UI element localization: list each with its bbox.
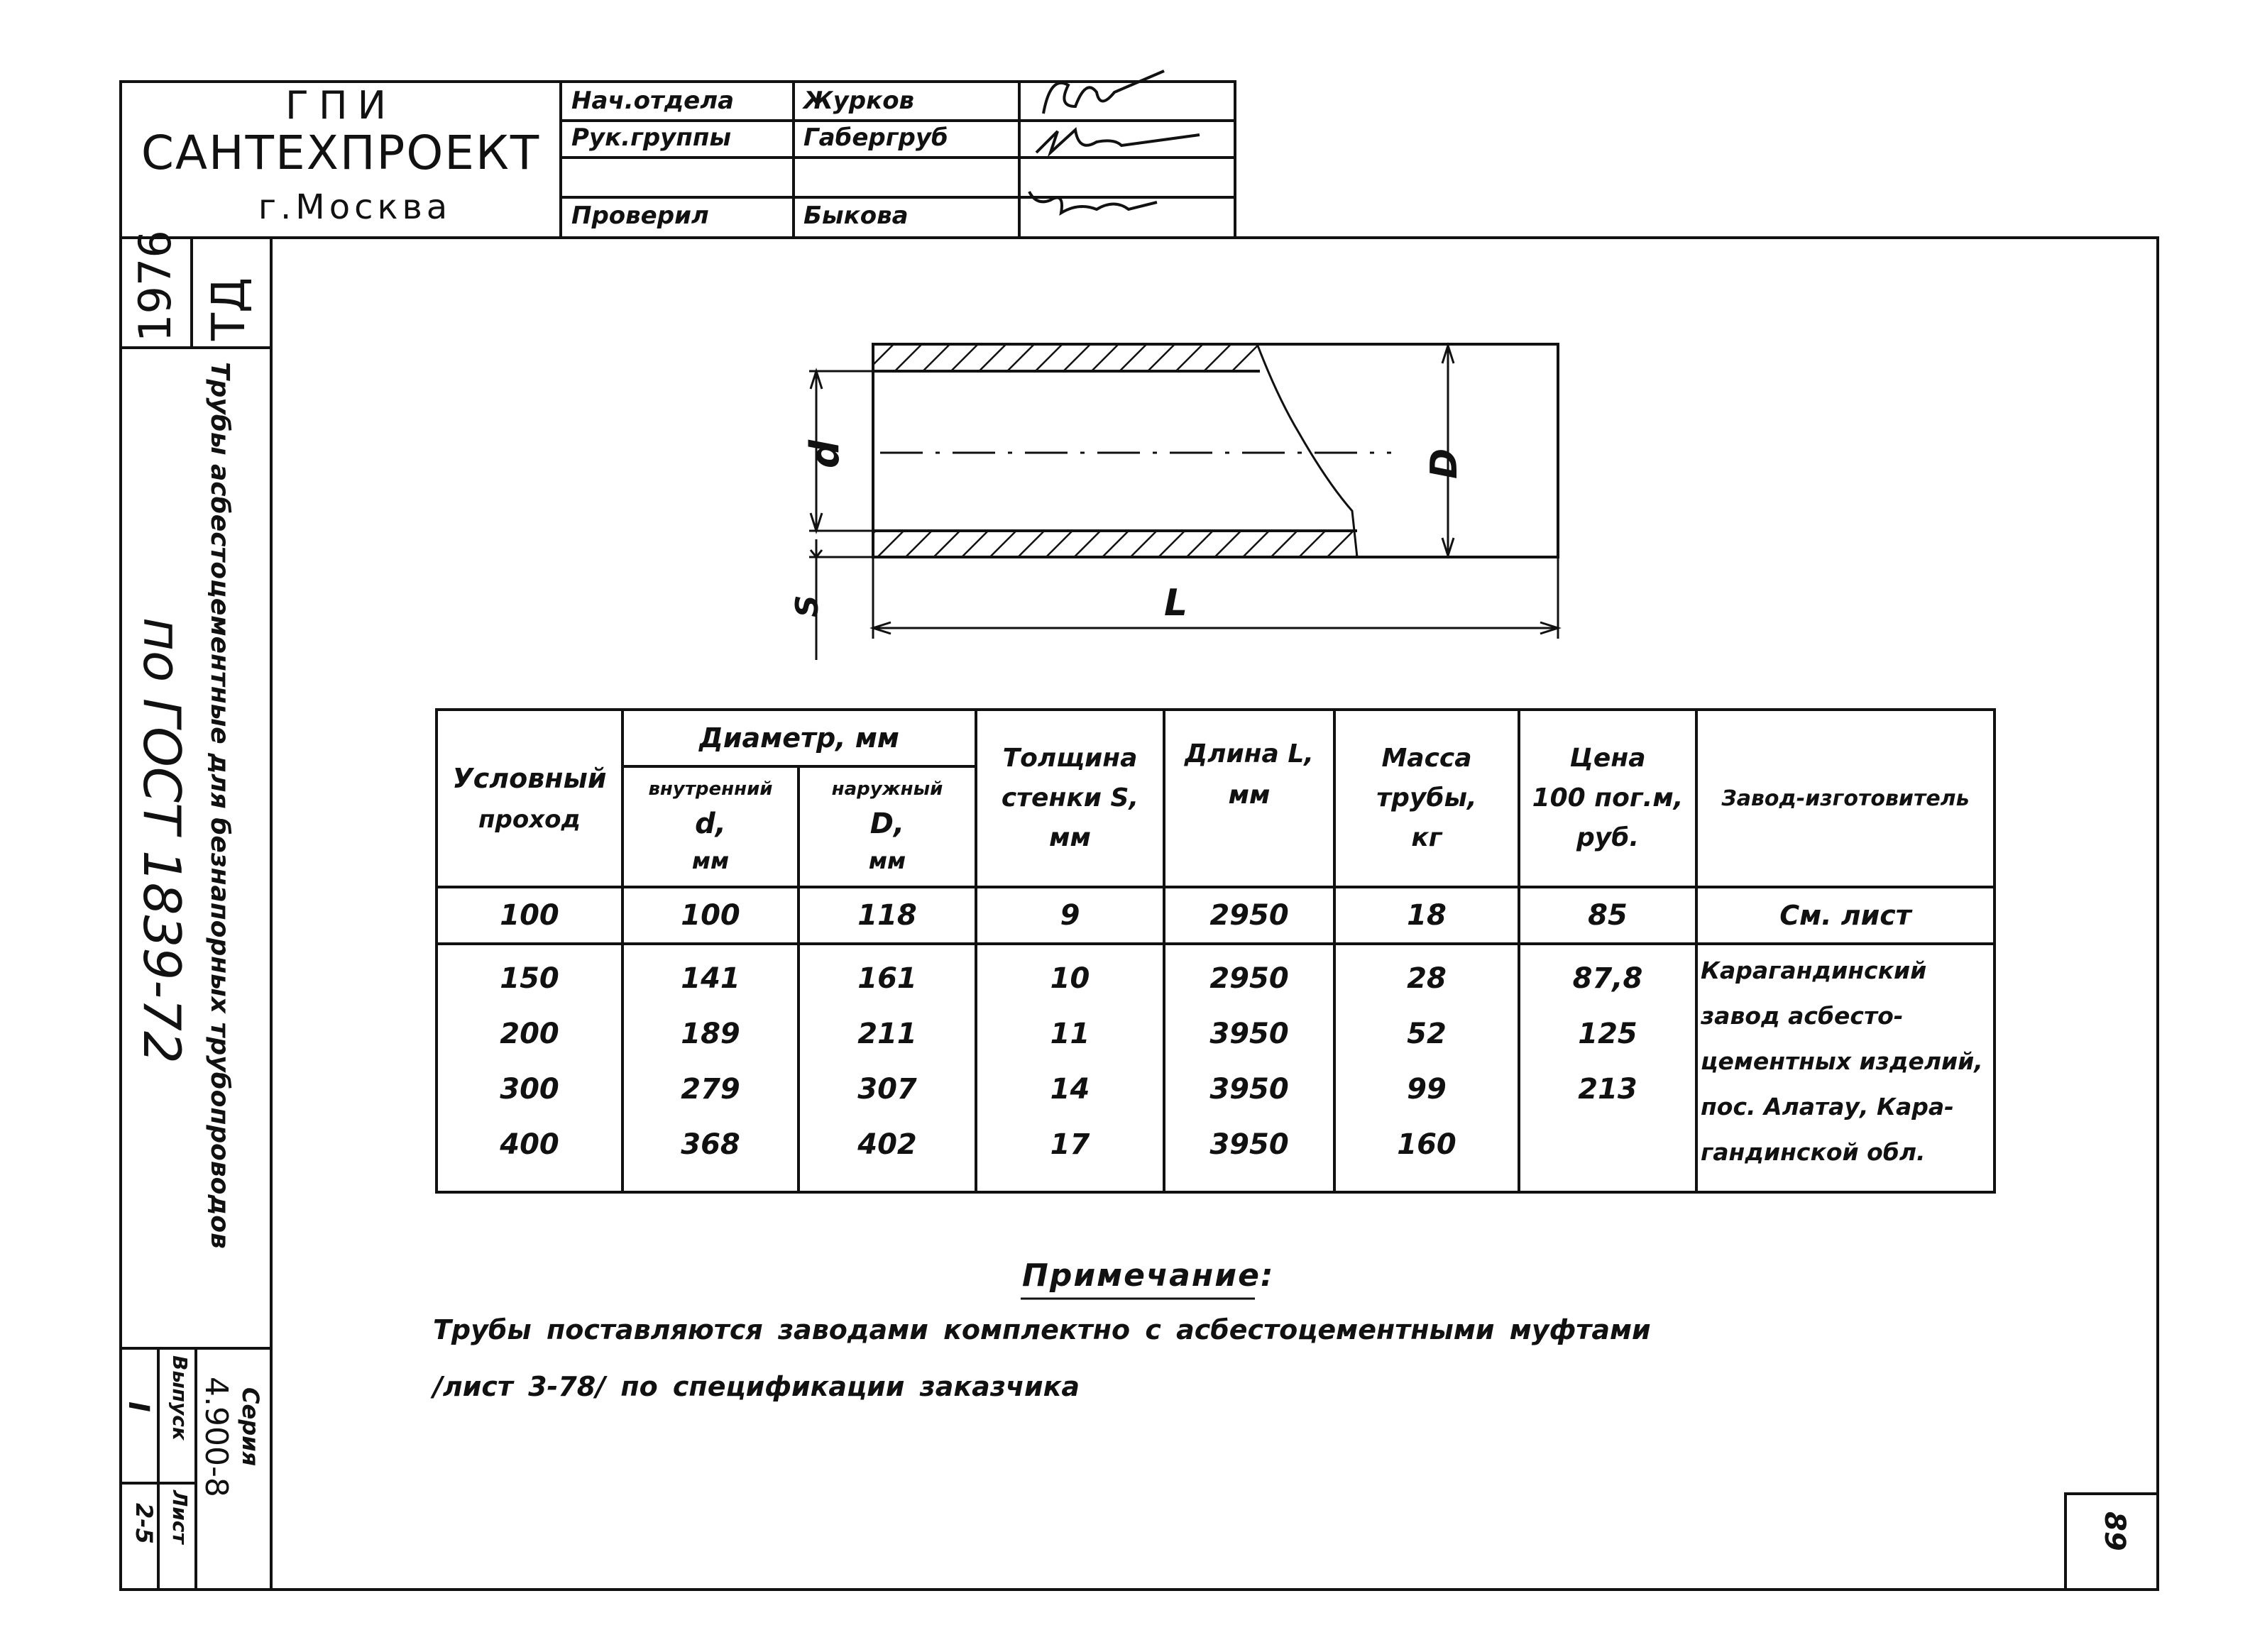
cell: 14 — [1050, 1073, 1090, 1106]
plant-line-2: завод асбесто- — [1701, 1002, 1904, 1030]
cell: 10 — [1050, 962, 1090, 995]
cell: 118 — [857, 899, 917, 932]
series-label: Серия — [237, 1387, 264, 1467]
cell: 368 — [681, 1128, 740, 1161]
role-2: Рук.группы — [571, 123, 732, 152]
note-line-2: /лист 3-78/ по спецификации заказчика — [433, 1371, 1080, 1402]
side-title-line1: Трубы асбестоцементные для безнапорных трубопроводов — [205, 362, 234, 1249]
cell: 52 — [1407, 1018, 1447, 1050]
h-thick-1: Толщина — [1002, 744, 1138, 773]
h-cond — [438, 711, 621, 886]
cell: См. лист — [1779, 900, 1911, 931]
cell: 9 — [1060, 899, 1080, 932]
label-D: D — [1423, 448, 1466, 479]
note-line-1: Трубы поставляются заводами комплектно с асбестоцементными муфтами — [433, 1314, 1651, 1345]
cell: 100 — [681, 899, 740, 932]
cell: 99 — [1407, 1073, 1447, 1106]
h-mass-2: трубы, — [1376, 783, 1477, 813]
h-mass-1: Масса — [1381, 744, 1472, 773]
cell — [1520, 1117, 1695, 1172]
sheet-label: Лист — [168, 1490, 192, 1544]
cell: 87,8 — [1572, 962, 1643, 995]
cell: 28 — [1407, 962, 1447, 995]
cell: 3950 — [1209, 1018, 1289, 1050]
cell: 141 — [681, 962, 740, 995]
h-price-1: Цена — [1569, 744, 1646, 773]
cell: 160 — [1397, 1128, 1456, 1161]
role-4: Проверил — [571, 202, 709, 230]
cell: 125 — [1578, 1018, 1637, 1050]
h-price-2: 100 пог.м, — [1532, 783, 1684, 813]
cell: 11 — [1050, 1018, 1090, 1050]
org-line1: ГПИ — [285, 82, 396, 128]
cell: 2950 — [1209, 899, 1289, 932]
side-title-line2: по ГОСТ 1839-72 — [132, 617, 192, 1064]
h-len-1: Длина L, — [1185, 739, 1314, 769]
plant-text — [1701, 948, 1992, 1175]
cell: 150 — [500, 962, 559, 995]
label-d: d — [802, 439, 848, 468]
h-inner — [624, 768, 797, 886]
plant-line-3: цементных изделий, — [1701, 1047, 1983, 1075]
cell: 400 — [500, 1128, 559, 1161]
h-mass-3: кг — [1411, 822, 1442, 852]
cell: 18 — [1407, 899, 1447, 932]
name-2: Габергруб — [803, 123, 948, 152]
role-1: Нач.отдела — [571, 87, 735, 115]
cell: 211 — [857, 1018, 917, 1050]
h-cond-2: проход — [478, 805, 581, 835]
issue-label: Выпуск — [168, 1355, 192, 1441]
page-number: 89 — [2098, 1511, 2131, 1551]
plant-line-4: пос. Алатау, Кара- — [1701, 1093, 1954, 1120]
h-thick-3: мм — [1049, 822, 1091, 852]
side-year: 1976 — [129, 230, 181, 342]
cell: 100 — [500, 899, 559, 932]
h-inner-3: мм — [691, 847, 730, 874]
h-inner-1: внутренний — [648, 778, 773, 800]
label-L: L — [1164, 582, 1188, 624]
h-price-3: руб. — [1576, 822, 1640, 852]
issue-value: I — [122, 1402, 155, 1412]
cell: 402 — [857, 1128, 917, 1161]
h-plant: Завод-изготовитель — [1721, 786, 1970, 811]
cell: 213 — [1578, 1073, 1637, 1106]
label-S: S — [789, 595, 825, 617]
side-code: ТД — [203, 277, 256, 341]
h-outer-1: наружный — [831, 778, 943, 800]
cell: 189 — [681, 1018, 740, 1050]
h-mass — [1336, 711, 1518, 886]
cell: 3950 — [1209, 1073, 1289, 1106]
h-inner-2: d, — [695, 807, 726, 840]
cell: 17 — [1050, 1128, 1090, 1161]
series-value: 4.900-8 — [198, 1377, 234, 1497]
h-len-2: мм — [1228, 781, 1271, 810]
sheet-value: 2-5 — [131, 1503, 158, 1544]
h-outer-2: D, — [869, 807, 905, 840]
signatures — [1029, 71, 1200, 213]
h-outer — [800, 768, 975, 886]
h-thick — [977, 711, 1163, 886]
cell: 300 — [500, 1073, 559, 1106]
name-4: Быкова — [803, 202, 909, 230]
cell: 279 — [681, 1073, 740, 1106]
cell: 161 — [857, 962, 917, 995]
cell: 2950 — [1209, 962, 1289, 995]
plant-line-5: гандинской обл. — [1701, 1138, 1926, 1166]
cell: 3950 — [1209, 1128, 1289, 1161]
h-len — [1165, 711, 1333, 839]
cell: 307 — [857, 1073, 917, 1106]
org-line3: г.Москва — [258, 187, 452, 227]
h-diam: Диаметр, мм — [699, 722, 899, 754]
note-title: Примечание: — [1022, 1257, 1275, 1294]
plant-line-1: Карагандинский — [1701, 957, 1927, 984]
name-1: Журков — [803, 87, 915, 115]
h-cond-1: Условный — [452, 763, 607, 795]
cell: 200 — [500, 1018, 559, 1050]
org-line2: САНТЕХПРОЕКТ — [141, 125, 541, 180]
h-thick-2: стенки S, — [1001, 783, 1139, 813]
h-outer-3: мм — [868, 847, 906, 874]
h-price — [1520, 711, 1695, 886]
cell: 85 — [1588, 899, 1628, 932]
